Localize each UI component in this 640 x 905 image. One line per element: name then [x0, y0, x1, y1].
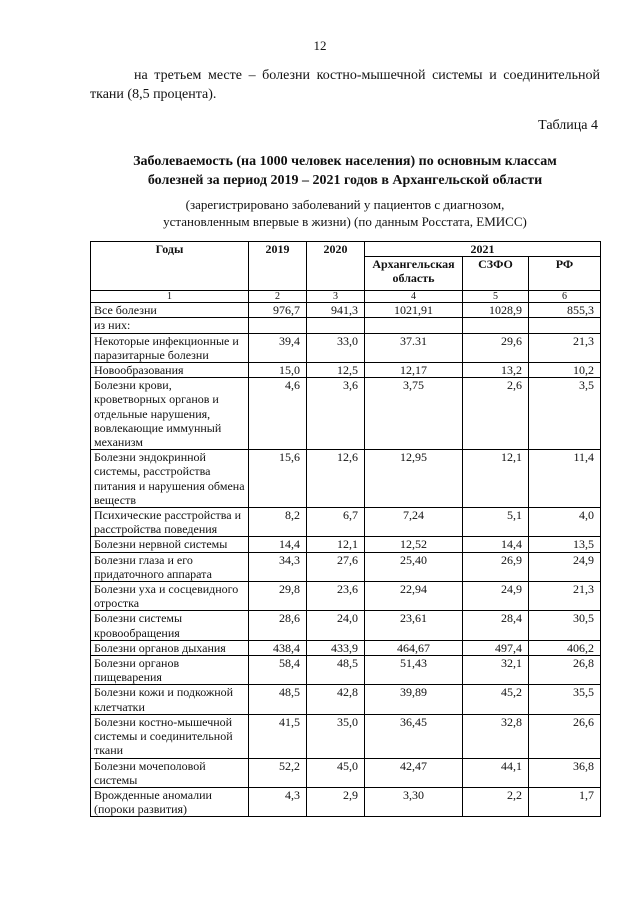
- table-row: [91, 537, 601, 552]
- value-2020-cell: 27,6: [307, 552, 365, 581]
- row-name-cell: Болезни костно-мышечной системы и соединительной ткани: [91, 714, 249, 758]
- value-szfo-cell: 44,1: [463, 758, 529, 787]
- value-szfo-cell: [463, 318, 529, 333]
- intro-paragraph: [90, 66, 600, 104]
- value-2019-cell: 8,2: [249, 508, 307, 537]
- value-arkh-cell: 12,17: [365, 363, 463, 378]
- value-szfo-cell: 2,2: [463, 787, 529, 816]
- value-2020-cell: 42,8: [307, 685, 365, 714]
- row-name-cell: из них:: [91, 318, 249, 333]
- table-row: [91, 758, 601, 787]
- table-title: [90, 152, 600, 190]
- value-2020-cell: 941,3: [307, 303, 365, 318]
- value-szfo-cell: 14,4: [463, 537, 529, 552]
- table-row: [91, 378, 601, 450]
- row-name-cell: Болезни эндокринной системы, расстройства питания и нарушения обмена веществ: [91, 450, 249, 508]
- value-rf-cell: [529, 318, 601, 333]
- value-2020-cell: 35,0: [307, 714, 365, 758]
- table-row: [91, 611, 601, 640]
- column-index: 3: [307, 291, 365, 303]
- value-2020-cell: 12,1: [307, 537, 365, 552]
- value-2020-cell: 433,9: [307, 640, 365, 655]
- row-name-cell: Некоторые инфекционные и паразитарные болезни: [91, 333, 249, 362]
- value-arkh-cell: 12,95: [365, 450, 463, 508]
- value-2019-cell: 39,4: [249, 333, 307, 362]
- intro-line-2: ткани (8,5 процента).: [90, 87, 217, 102]
- row-name-cell: Болезни глаза и его придаточного аппарата: [91, 552, 249, 581]
- row-name-cell: Болезни органов пищеварения: [91, 656, 249, 685]
- value-arkh-cell: 12,52: [365, 537, 463, 552]
- row-name-cell: Новообразования: [91, 363, 249, 378]
- row-name-cell: Психические расстройства и расстройства поведения: [91, 508, 249, 537]
- header-rf: РФ: [529, 257, 601, 291]
- value-szfo-cell: 1028,9: [463, 303, 529, 318]
- column-index: 4: [365, 291, 463, 303]
- table-row: [91, 450, 601, 508]
- value-rf-cell: 35,5: [529, 685, 601, 714]
- table-row: [91, 640, 601, 655]
- value-rf-cell: 406,2: [529, 640, 601, 655]
- value-2019-cell: 28,6: [249, 611, 307, 640]
- value-2020-cell: 12,6: [307, 450, 365, 508]
- value-2019-cell: 976,7: [249, 303, 307, 318]
- row-name-cell: Болезни крови, кроветворных органов и отдельные нарушения, вовлекающие иммунный механизм: [91, 378, 249, 450]
- value-2020-cell: 23,6: [307, 582, 365, 611]
- value-rf-cell: 36,8: [529, 758, 601, 787]
- table-row: [91, 787, 601, 816]
- value-2019-cell: 41,5: [249, 714, 307, 758]
- value-arkh-cell: 3,75: [365, 378, 463, 450]
- value-szfo-cell: 32,8: [463, 714, 529, 758]
- value-rf-cell: 26,8: [529, 656, 601, 685]
- row-name-cell: Болезни органов дыхания: [91, 640, 249, 655]
- column-index: 6: [529, 291, 601, 303]
- value-szfo-cell: 29,6: [463, 333, 529, 362]
- table-row: [91, 303, 601, 318]
- value-arkh-cell: 37.31: [365, 333, 463, 362]
- value-arkh-cell: 36,45: [365, 714, 463, 758]
- table-row: [91, 714, 601, 758]
- header-years: Годы: [91, 242, 249, 291]
- value-arkh-cell: 464,67: [365, 640, 463, 655]
- column-index: 2: [249, 291, 307, 303]
- table-row: [91, 508, 601, 537]
- value-arkh-cell: [365, 318, 463, 333]
- table-subtitle: [90, 196, 600, 230]
- value-rf-cell: 30,5: [529, 611, 601, 640]
- header-arkh: Архангельская область: [365, 257, 463, 291]
- value-2020-cell: [307, 318, 365, 333]
- row-name-cell: Болезни кожи и подкожной клетчатки: [91, 685, 249, 714]
- value-arkh-cell: 3,30: [365, 787, 463, 816]
- value-2019-cell: 34,3: [249, 552, 307, 581]
- value-szfo-cell: 497,4: [463, 640, 529, 655]
- value-rf-cell: 11,4: [529, 450, 601, 508]
- value-arkh-cell: 39,89: [365, 685, 463, 714]
- column-index: 1: [91, 291, 249, 303]
- value-arkh-cell: 51,43: [365, 656, 463, 685]
- table-row: [91, 656, 601, 685]
- value-szfo-cell: 12,1: [463, 450, 529, 508]
- table-body: [91, 303, 601, 817]
- value-rf-cell: 10,2: [529, 363, 601, 378]
- value-2019-cell: 15,6: [249, 450, 307, 508]
- value-szfo-cell: 5,1: [463, 508, 529, 537]
- value-szfo-cell: 26,9: [463, 552, 529, 581]
- value-arkh-cell: 42,47: [365, 758, 463, 787]
- value-2020-cell: 48,5: [307, 656, 365, 685]
- table-row: [91, 685, 601, 714]
- value-szfo-cell: 45,2: [463, 685, 529, 714]
- value-2019-cell: 4,6: [249, 378, 307, 450]
- header-2019: 2019: [249, 242, 307, 291]
- table-row: [91, 333, 601, 362]
- value-rf-cell: 3,5: [529, 378, 601, 450]
- value-2019-cell: 4,3: [249, 787, 307, 816]
- row-name-cell: Болезни нервной системы: [91, 537, 249, 552]
- table-label: Таблица 4: [538, 118, 598, 133]
- value-arkh-cell: 22,94: [365, 582, 463, 611]
- value-arkh-cell: 7,24: [365, 508, 463, 537]
- value-rf-cell: 4,0: [529, 508, 601, 537]
- header-szfo: СЗФО: [463, 257, 529, 291]
- value-2019-cell: 15,0: [249, 363, 307, 378]
- value-rf-cell: 855,3: [529, 303, 601, 318]
- value-szfo-cell: 24,9: [463, 582, 529, 611]
- value-2019-cell: 29,8: [249, 582, 307, 611]
- value-2020-cell: 6,7: [307, 508, 365, 537]
- value-2019-cell: 14,4: [249, 537, 307, 552]
- table-subtitle-line-2: установленным впервые в жизни) (по данным Росстата, ЕМИСС): [163, 214, 527, 229]
- value-rf-cell: 24,9: [529, 552, 601, 581]
- value-2020-cell: 3,6: [307, 378, 365, 450]
- table-row: [91, 363, 601, 378]
- table-title-line-1: Заболеваемость (на 1000 человек населения) по основным классам: [133, 154, 557, 169]
- table-row: [91, 318, 601, 333]
- page-number: 12: [313, 38, 327, 53]
- value-2020-cell: 12,5: [307, 363, 365, 378]
- value-rf-cell: 26,6: [529, 714, 601, 758]
- table-row: [91, 582, 601, 611]
- header-row-1: [91, 242, 601, 257]
- header-2020: 2020: [307, 242, 365, 291]
- value-rf-cell: 21,3: [529, 582, 601, 611]
- intro-line-1: на третьем месте – болезни костно-мышечной системы и соединительной: [134, 68, 600, 83]
- table-row: [91, 552, 601, 581]
- value-arkh-cell: 1021,91: [365, 303, 463, 318]
- value-2020-cell: 45,0: [307, 758, 365, 787]
- value-rf-cell: 13,5: [529, 537, 601, 552]
- table-title-line-2: болезней за период 2019 – 2021 годов в Архангельской области: [147, 173, 543, 188]
- value-2019-cell: [249, 318, 307, 333]
- value-rf-cell: 1,7: [529, 787, 601, 816]
- value-2020-cell: 2,9: [307, 787, 365, 816]
- value-2020-cell: 33,0: [307, 333, 365, 362]
- value-arkh-cell: 23,61: [365, 611, 463, 640]
- row-name-cell: Болезни системы кровообращения: [91, 611, 249, 640]
- value-szfo-cell: 32,1: [463, 656, 529, 685]
- column-index-row: [91, 291, 601, 303]
- row-name-cell: Врожденные аномалии (пороки развития): [91, 787, 249, 816]
- morbidity-table: [90, 241, 601, 817]
- value-2019-cell: 438,4: [249, 640, 307, 655]
- table-subtitle-line-1: (зарегистрировано заболеваний у пациентов с диагнозом,: [185, 197, 505, 212]
- value-2019-cell: 58,4: [249, 656, 307, 685]
- value-rf-cell: 21,3: [529, 333, 601, 362]
- value-2019-cell: 52,2: [249, 758, 307, 787]
- value-arkh-cell: 25,40: [365, 552, 463, 581]
- row-name-cell: Все болезни: [91, 303, 249, 318]
- value-szfo-cell: 28,4: [463, 611, 529, 640]
- value-szfo-cell: 13,2: [463, 363, 529, 378]
- row-name-cell: Болезни мочеполовой системы: [91, 758, 249, 787]
- value-2020-cell: 24,0: [307, 611, 365, 640]
- value-2019-cell: 48,5: [249, 685, 307, 714]
- header-2021: 2021: [365, 242, 601, 257]
- value-szfo-cell: 2,6: [463, 378, 529, 450]
- row-name-cell: Болезни уха и сосцевидного отростка: [91, 582, 249, 611]
- column-index: 5: [463, 291, 529, 303]
